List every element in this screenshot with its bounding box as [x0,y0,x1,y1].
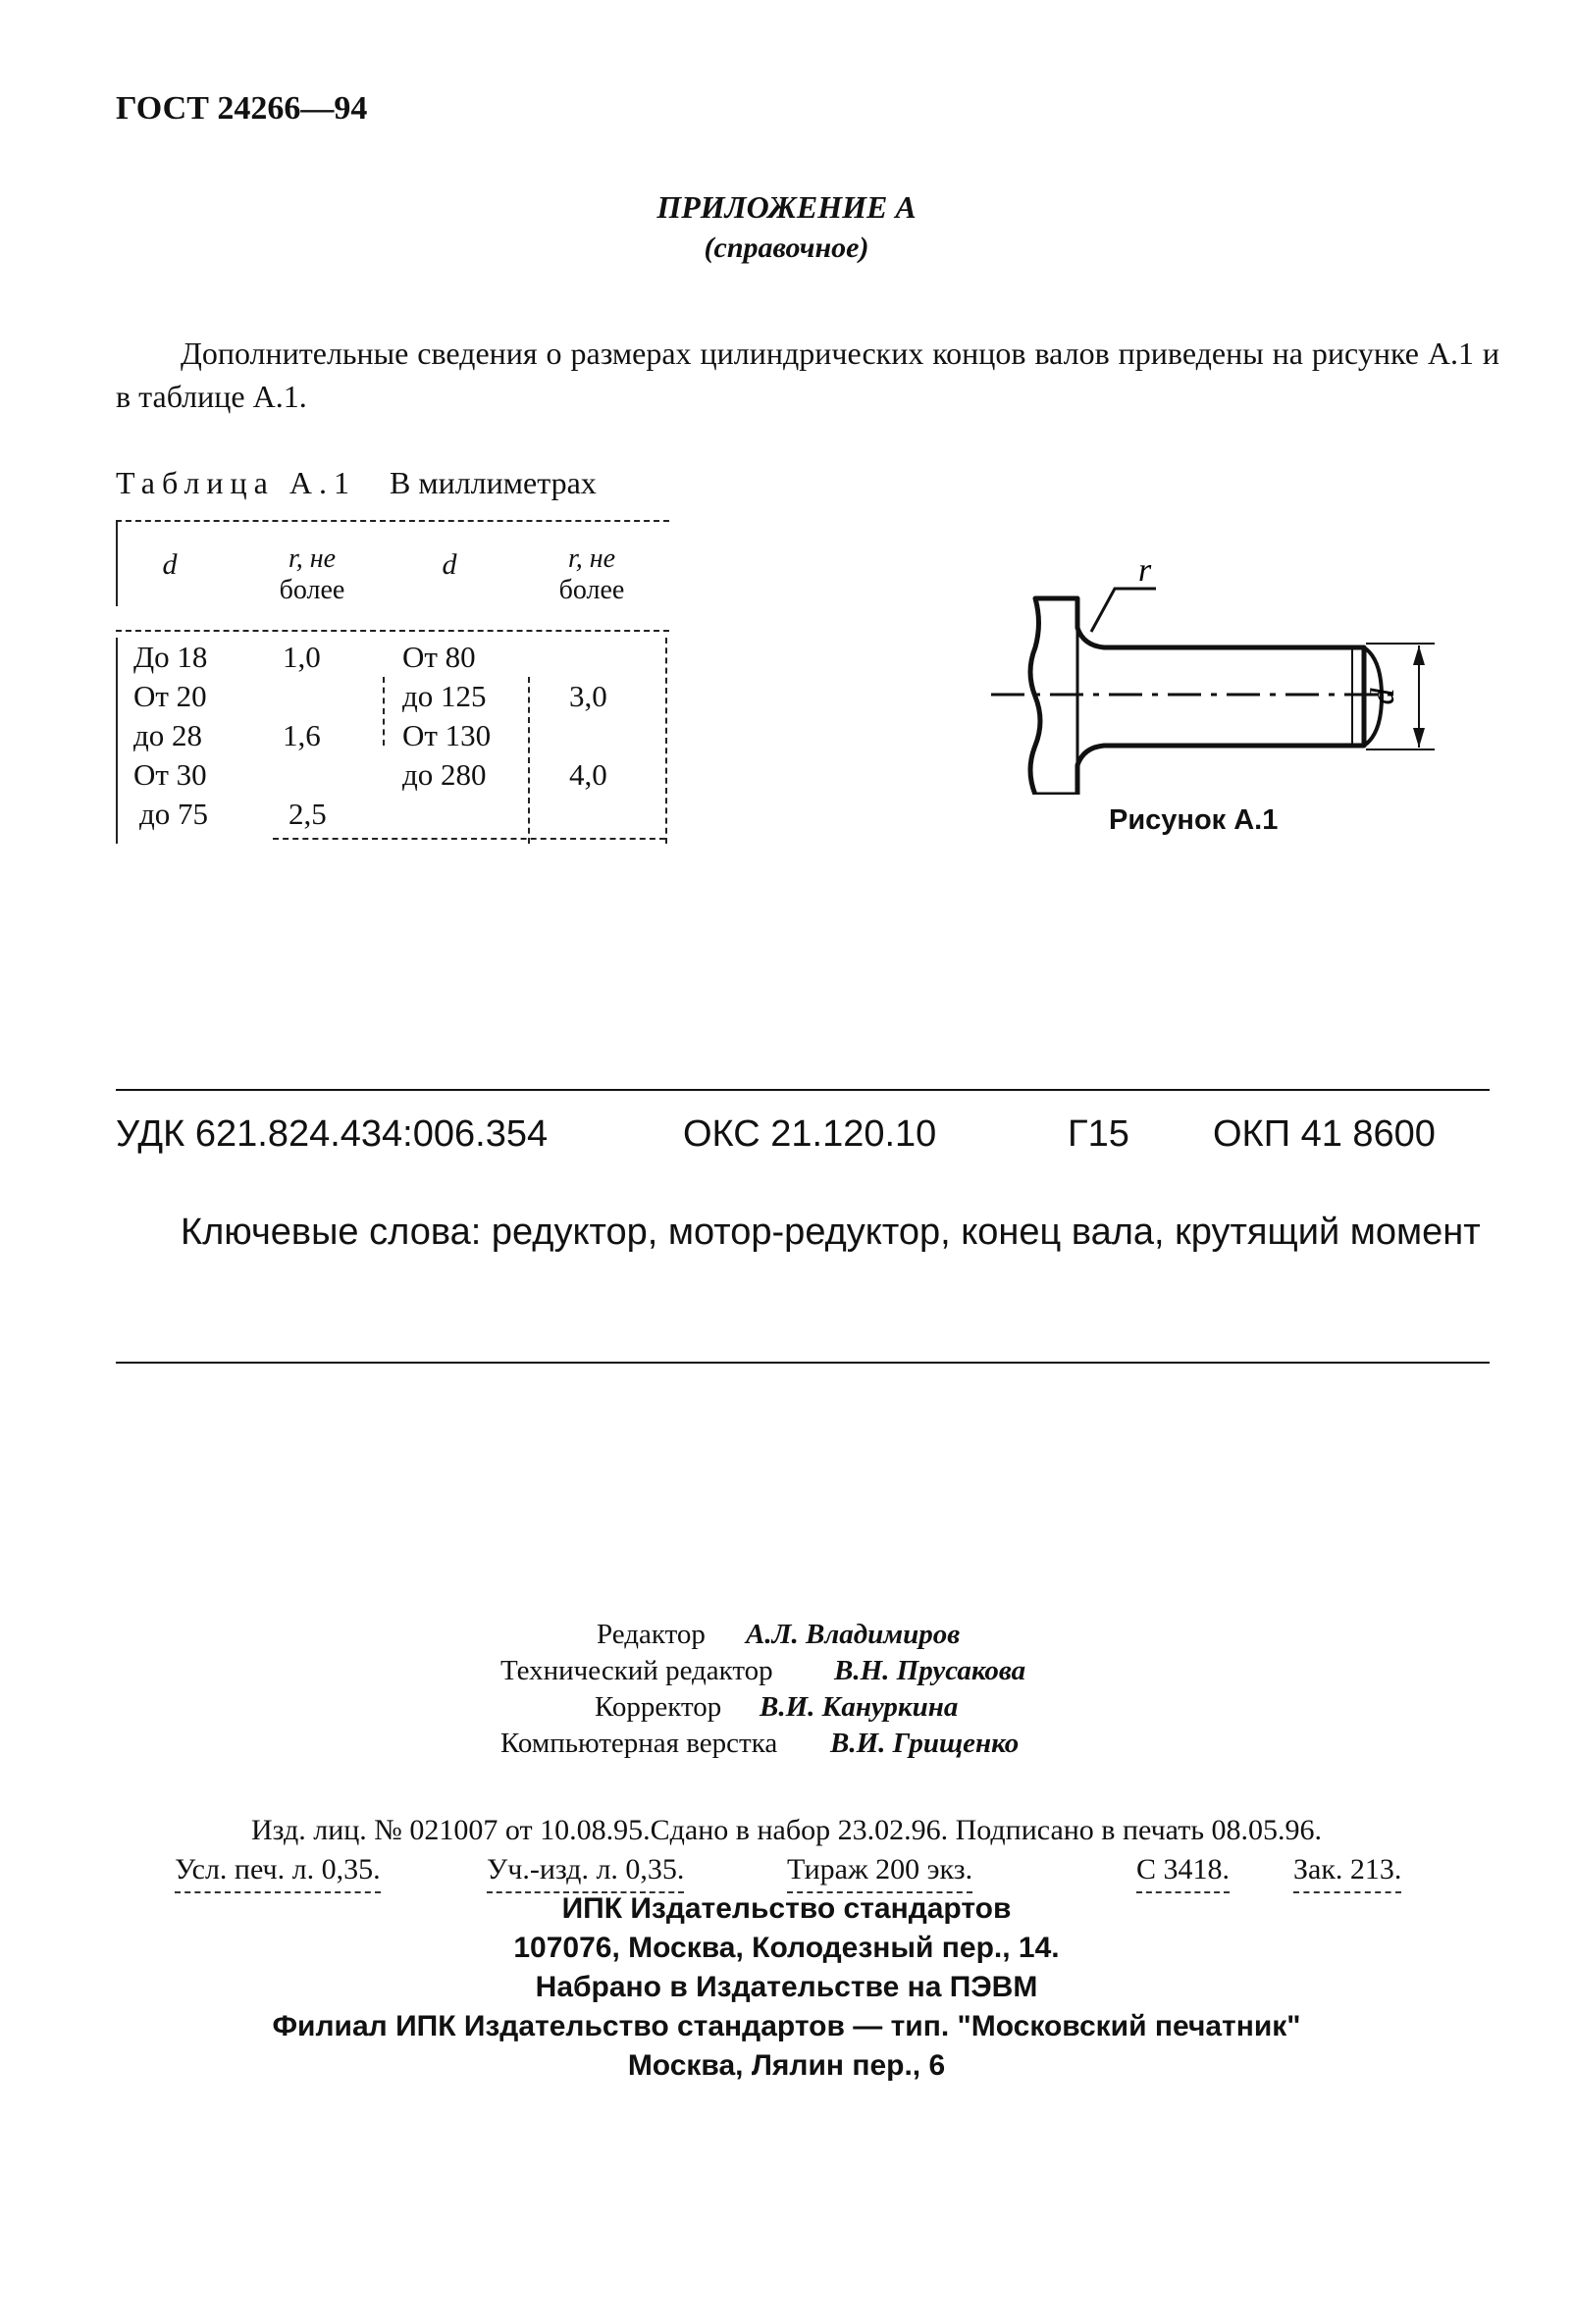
cell-d1-row5: до 75 [139,797,209,831]
header-r-2-line1: r, не [567,543,616,574]
appendix-title: ПРИЛОЖЕНИЕ А [656,189,917,225]
header-r-2-line2: более [558,575,625,605]
credit-row [0,1653,1573,1689]
imprint-line-5: Набрано в Издательстве на ПЭВМ [535,1971,1038,2003]
header-d-2: d [442,548,457,581]
credit-role: Корректор [595,1691,722,1723]
table-caption-label: Таблица А.1 [116,465,356,500]
credit-name: В.И. Кануркина [760,1691,959,1723]
table-top-border [116,520,669,522]
credit-row [0,1689,1573,1726]
imprint-line-7: Москва, Лялин пер., 6 [627,2049,946,2082]
credit-row [0,1617,1573,1653]
cell-d1-row2: От 20 [133,679,207,713]
publisher-sheets: Уч.-изд. л. 0,35. [487,1850,684,1893]
header-r-1 [253,543,371,606]
credit-role: Компьютерная верстка [500,1728,778,1759]
okp-code: ОКП 41 8600 [1213,1113,1436,1155]
separator-rule-top [116,1089,1490,1091]
cell-r1-row3: 1,6 [283,718,321,752]
order-code: С 3418. [1136,1850,1230,1893]
shaft-end-drawing [991,549,1452,795]
separator-rule-bottom [116,1362,1490,1364]
intro-paragraph: Дополнительные сведения о размерах цилиндрических концов валов приведены на рисунке А.1 и в таблице А.1. [116,336,1499,414]
appendix-subtitle: (справочное) [704,232,869,264]
header-r-1-line1: r, не [288,543,337,574]
imprint-line-6: Филиал ИПК Издательство стандартов — тип. "Московский печатник" [272,2010,1301,2042]
print-run: Тираж 200 экз. [787,1850,972,1893]
cell-r1-row1: 1,0 [283,640,321,674]
cell-d2-row4: до 280 [402,757,487,792]
cell-d2-row2: до 125 [402,679,487,713]
table-bottom-border [273,838,665,840]
document-code: ГОСТ 24266—94 [116,90,368,127]
udk-code: УДК 621.824.434:006.354 [116,1113,549,1155]
imprint-line-1: Изд. лиц. № 021007 от 10.08.95.Сдано в набор 23.02.96. Подписано в печать 08.05.96. [250,1814,1323,1846]
header-r-2 [528,543,655,606]
figure-label-r: r [1138,552,1152,589]
keywords-paragraph: Ключевые слова: редуктор, мотор-редуктор, конец вала, крутящий момент [181,1212,1481,1253]
dimensions-table [116,520,669,853]
imprint-line-4: 107076, Москва, Колодезный пер., 14. [513,1932,1060,1964]
cell-r2-row2: 3,0 [569,679,607,713]
cell-d1-row4: От 30 [133,757,207,792]
table-body-left-border [116,638,118,844]
credit-name: А.Л. Владимиров [746,1619,961,1650]
print-sheets: Усл. печ. л. 0,35. [175,1850,381,1893]
appendix-heading [0,186,1573,269]
figure-caption: Рисунок А.1 [1109,804,1279,836]
cell-r1-row5: 2,5 [288,797,327,831]
credit-role: Технический редактор [500,1655,773,1686]
table-inner-divider [528,677,530,844]
table-units: В миллиметрах [389,465,597,500]
cell-d1-row3: до 28 [133,718,203,752]
imprint-line-2 [0,1850,1573,1889]
figure-label-d: d [1365,688,1401,705]
imprint-block [0,1811,1573,2086]
cell-r2-row4: 4,0 [569,757,607,792]
group-code: Г15 [1068,1113,1129,1155]
table-caption [116,465,597,501]
credits-block [0,1617,1573,1762]
header-r-1-line2: более [279,575,345,605]
order-number: Зак. 213. [1293,1850,1401,1893]
oks-code: ОКС 21.120.10 [683,1113,937,1155]
imprint-line-3: ИПК Издательство стандартов [561,1892,1012,1925]
credit-role: Редактор [597,1619,706,1650]
credit-name: В.И. Грищенко [830,1728,1020,1759]
cell-d1-row1: До 18 [133,640,208,674]
credit-row [0,1726,1573,1762]
table-inner-divider-2 [383,677,385,746]
table-header-divider [116,630,669,632]
table-body-right-border [665,638,667,844]
cell-d2-row1: От 80 [402,640,476,674]
header-d-1: d [162,548,178,581]
cell-d2-row3: От 130 [402,718,492,752]
credit-name: В.Н. Прусакова [834,1655,1026,1686]
